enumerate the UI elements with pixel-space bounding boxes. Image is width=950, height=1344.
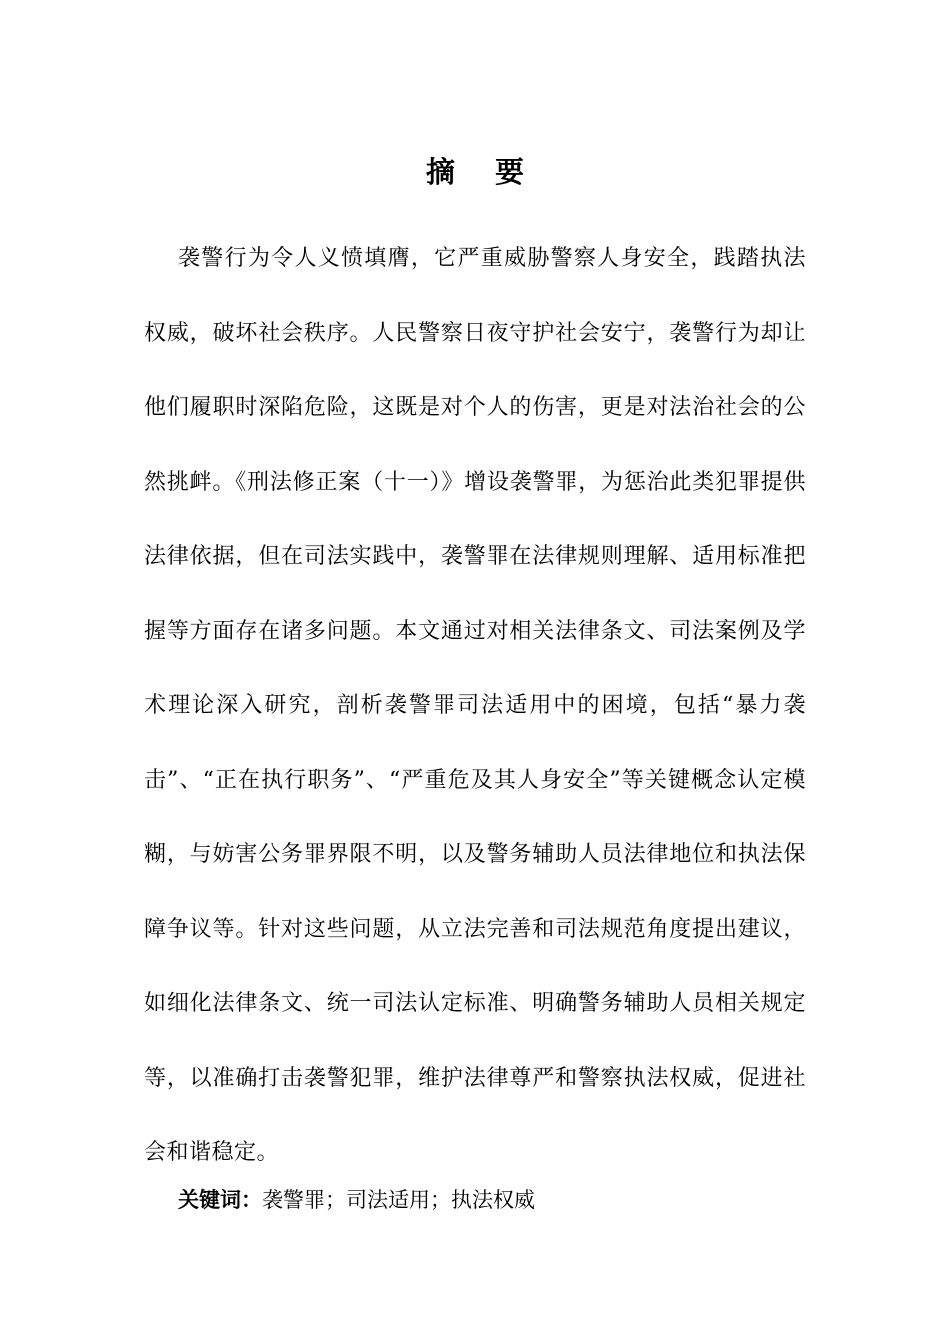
keywords-value: 袭警罪；司法适用；执法权威 xyxy=(262,1188,535,1212)
keywords-line xyxy=(178,1180,798,1220)
abstract-title: 摘要 xyxy=(425,155,564,189)
keywords-label: 关键词： xyxy=(178,1188,262,1212)
abstract-body: 袭警行为令人义愤填膺，它严重威胁警察人身安全，践踏执法权威，破坏社会秩序。人民警察日夜守护社会安宁，袭警行为却让他们履职时深陷危险，这既是对个人的伤害，更是对法治社会的公然挑衅。《刑法修正案（十一）》增设袭警罪，为惩治此类犯罪提供法律依据，但在司法实践中，袭警罪在法律规则理解、适用标准把握等方面存在诸多问题。本文通过对相关法律条文、司法案例及学术理论深入研究，剖析袭警罪司法适用中的困境，包括“暴力袭击”、“正在执行职务”、“严重危及其人身安全”等关键概念认定模糊，与妨害公务罪界限不明，以及警务辅助人员法律地位和执法保障争议等。针对这些问题，从立法完善和司法规范角度提出建议，如细化法律条文、统一司法认定标准、明确警务辅助人员相关规定等，以准确打击袭警犯罪，维护法律尊严和警察执法权威，促进社会和谐稳定。 xyxy=(144,246,806,1165)
